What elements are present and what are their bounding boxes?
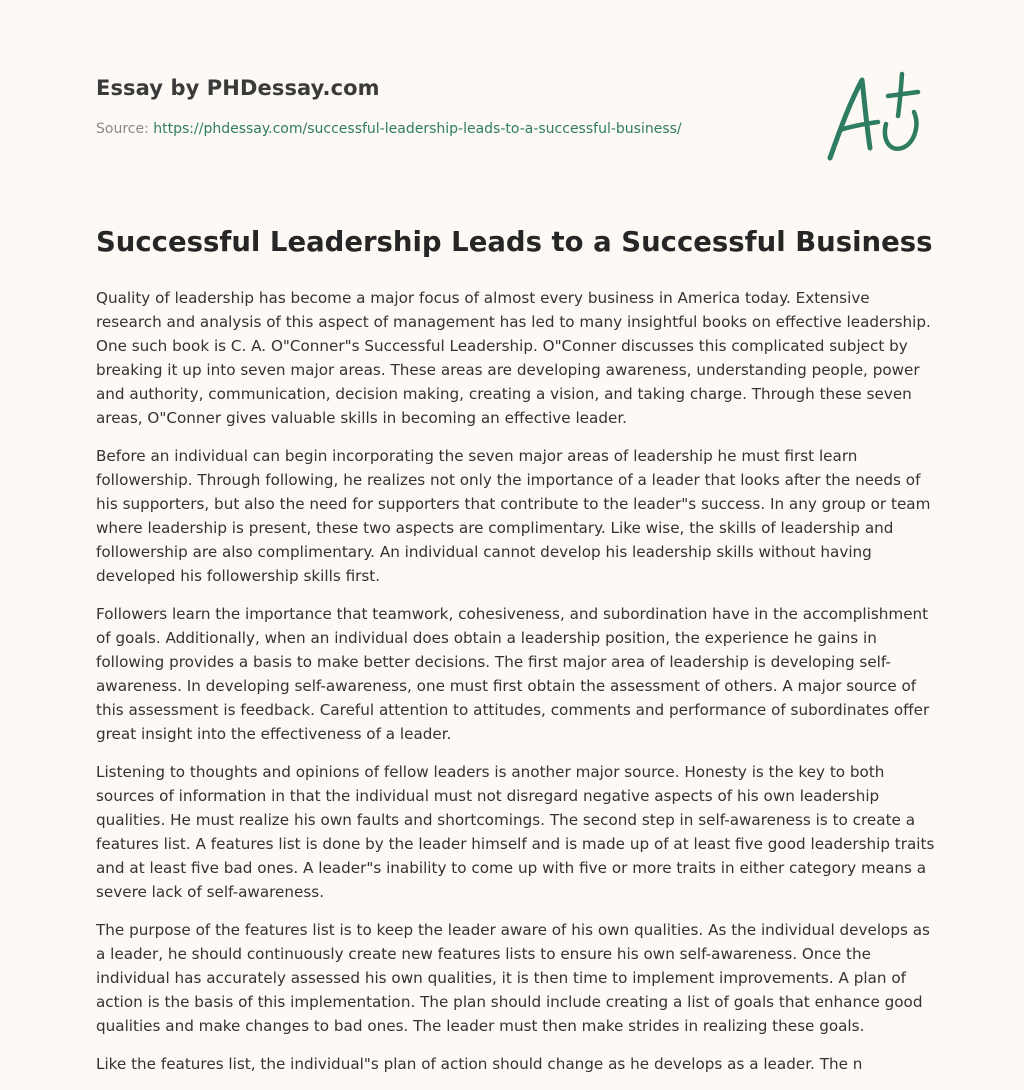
essay-paragraph: Followers learn the importance that teamwork, cohesiveness, and subordination have in the accomplishment of goals. Additionally, when an individual does obtain a leadership position, the experience he gains in following provides a basis to make better decisions. The first major area of leadership is developing self-awareness. In developing self-awareness, one must first obtain the assessment of others. A major source of this assessment is feedback. Careful attention to attitudes, comments and performance of subordinates offer great insight into the effectiveness of a leader. [96,605,930,743]
essay-title: Successful Leadership Leads to a Successful Business [96,226,933,258]
essay-paragraph: The purpose of the features list is to keep the leader aware of his own qualities. As the individual develops as a leader, he should continuously create new features lists to ensure his own self-awareness. Once the individual has accurately assessed his own qualities, it is then time to implement improvements. A plan of action is the basis of this implementation. The plan should include creating a list of goals that enhance good qualities and make changes to bad ones. The leader must then make strides in realizing these goals. [96,921,930,1035]
a-plus-grade-icon [818,66,930,166]
essay-body [96,286,936,1090]
site-title: Essay by PHDessay.com [96,76,380,100]
essay-paragraph: Before an individual can begin incorporating the seven major areas of leadership he must first learn followership. Through following, he realizes not only the importance of a leader that looks after the needs of his supporters, but also the need for supporters that contribute to the leader"s success. In any group or team where leadership is present, these two aspects are complimentary. Like wise, the skills of leadership and followership are also complimentary. An individual cannot develop his leadership skills without having developed his followership skills first. [96,447,931,585]
source-link[interactable]: https://phdessay.com/successful-leadership-leads-to-a-successful-business/ [153,121,682,137]
essay-paragraph: Like the features list, the individual"s plan of action should change as he develops as a leader. The n [96,1055,863,1073]
essay-paragraph: Listening to thoughts and opinions of fellow leaders is another major source. Honesty is the key to both sources of information in that the individual must not disregard negative aspects of his own leadership qualities. He must realize his own faults and shortcomings. The second step in self-awareness is to create a features list. A features list is done by the leader himself and is made up of at least five good leadership traits and at least five bad ones. A leader"s inability to come up with five or more traits in either category means a severe lack of self-awareness. [96,763,935,901]
source-line [96,121,796,137]
source-label: Source: [96,121,154,137]
header [96,76,796,137]
essay-paragraph: Quality of leadership has become a major focus of almost every business in America today. Extensive research and analysis of this aspect of management has led to many insightful books on effective leadership. One such book is C. A. O"Conner"s Successful Leadership. O"Conner discusses this complicated subject by breaking it up into seven major areas. These areas are developing awareness, understanding people, power and authority, communication, decision making, creating a vision, and taking charge. Through these seven areas, O"Conner gives valuable skills in becoming an effective leader. [96,289,931,427]
